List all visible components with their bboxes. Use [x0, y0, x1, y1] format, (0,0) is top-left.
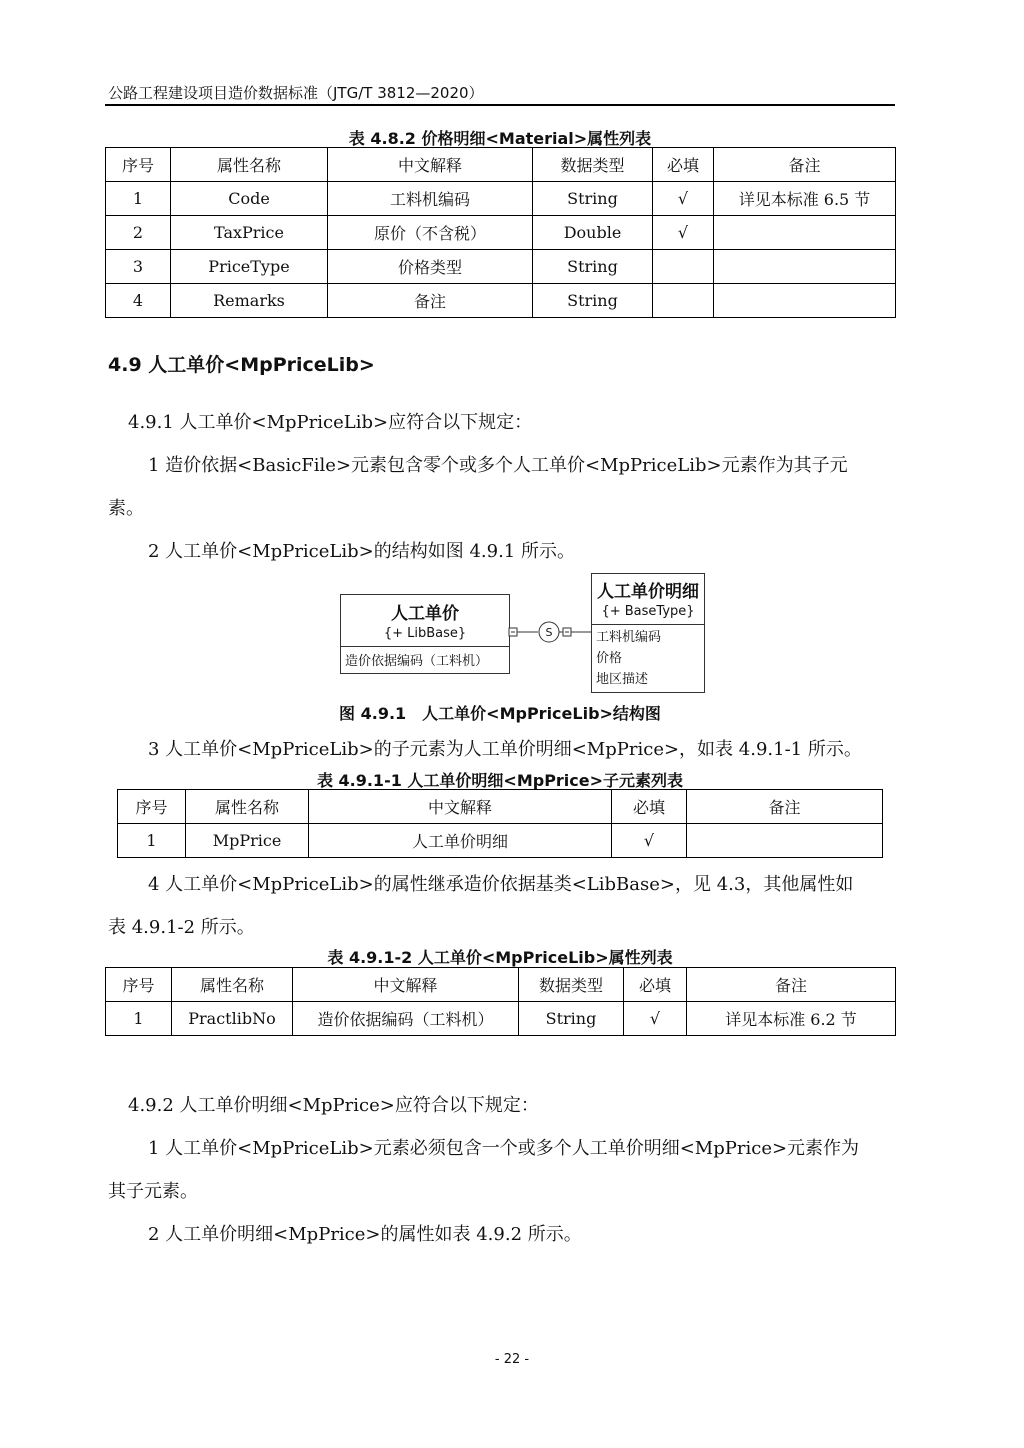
table-row [106, 216, 896, 250]
table-4-8-2 [105, 147, 896, 318]
diagram-left-base: {+ LibBase} [383, 626, 467, 641]
table-cell: 1 [106, 1002, 172, 1036]
table-cell: √ [612, 824, 687, 858]
table-cell: 详见本标准 6.2 节 [687, 1002, 896, 1036]
table-cell: 造价依据编码（工料机） [293, 1002, 519, 1036]
diagram-right-base: {+ BaseType} [601, 604, 695, 619]
table-cell: √ [653, 182, 714, 216]
clause-item-4-line-2: 表 4.9.1-2 所示。 [108, 917, 255, 938]
table-row [106, 182, 896, 216]
diagram-right-title: 人工单价明细 [597, 582, 699, 602]
header-cell: 备注 [714, 148, 896, 182]
table-cell: 详见本标准 6.5 节 [714, 182, 896, 216]
table-header-row [106, 148, 896, 182]
table-cell: 人工单价明细 [309, 824, 612, 858]
sequence-symbol: S [545, 626, 553, 639]
table-cell: String [533, 182, 653, 216]
clause-item-4-line-1: 4 人工单价<MpPriceLib>的属性继承造价依据基类<LibBase>，见 4.3，其他属性如 [148, 874, 854, 895]
header-cell: 序号 [118, 790, 186, 824]
diagram-connector [508, 620, 592, 646]
header-cell: 属性名称 [172, 968, 293, 1002]
table-cell: 4 [106, 284, 171, 318]
table-cell [653, 250, 714, 284]
section-title: 4.9 人工单价<MpPriceLib> [108, 354, 375, 376]
clause-4-9-2-item-2: 2 人工单价明细<MpPrice>的属性如表 4.9.2 所示。 [148, 1224, 582, 1245]
table-cell: PriceType [171, 250, 328, 284]
header-cell: 数据类型 [533, 148, 653, 182]
table-cell: PractlibNo [172, 1002, 293, 1036]
diagram-left-attr: 造价依据编码（工料机） [345, 654, 489, 669]
clause-4-9-2-item-1-line-2: 其子元素。 [108, 1181, 198, 1202]
header-cell: 序号 [106, 148, 171, 182]
table-header-row [106, 968, 896, 1002]
running-header: 公路工程建设项目造价数据标准（JTG/T 3812—2020） [108, 84, 484, 102]
table-cell: 2 [106, 216, 171, 250]
table-cell [714, 216, 896, 250]
table-cell: Double [533, 216, 653, 250]
table-cell: 1 [118, 824, 186, 858]
clause-item-1-line-2: 素。 [108, 498, 144, 519]
table-cell: MpPrice [186, 824, 309, 858]
table-cell: String [533, 284, 653, 318]
table-row [106, 284, 896, 318]
table-cell: Code [171, 182, 328, 216]
table-cell: 3 [106, 250, 171, 284]
table-cell: √ [653, 216, 714, 250]
diagram-right-divider [592, 624, 704, 625]
table-row [106, 1002, 896, 1036]
table-cell: 价格类型 [328, 250, 533, 284]
table-cell: 工料机编码 [328, 182, 533, 216]
header-cell: 中文解释 [293, 968, 519, 1002]
header-cell: 中文解释 [309, 790, 612, 824]
header-cell: 必填 [612, 790, 687, 824]
diagram-left-divider [341, 646, 509, 647]
figure-caption: 图 4.9.1 人工单价<MpPriceLib>结构图 [339, 704, 661, 723]
header-cell: 属性名称 [186, 790, 309, 824]
table-cell: TaxPrice [171, 216, 328, 250]
table-header-row [118, 790, 883, 824]
clause-item-2: 2 人工单价<MpPriceLib>的结构如图 4.9.1 所示。 [148, 541, 575, 562]
header-cell: 备注 [687, 790, 883, 824]
table-cell: 原价（不含税） [328, 216, 533, 250]
header-cell: 数据类型 [519, 968, 624, 1002]
table-cell [714, 250, 896, 284]
table-cell: String [519, 1002, 624, 1036]
table-cell: Remarks [171, 284, 328, 318]
table-cell [714, 284, 896, 318]
diagram-left-title: 人工单价 [391, 604, 459, 624]
table-4-9-1-2 [105, 967, 896, 1036]
clause-item-3: 3 人工单价<MpPriceLib>的子元素为人工单价明细<MpPrice>，如表 4.9.1-1 所示。 [148, 739, 862, 760]
table-cell [653, 284, 714, 318]
table-row [106, 250, 896, 284]
table-4-8-2-caption: 表 4.8.2 价格明细<Material>属性列表 [348, 129, 652, 148]
table-cell [687, 824, 883, 858]
table-row [118, 824, 883, 858]
clause-4-9-2-heading: 4.9.2 人工单价明细<MpPrice>应符合以下规定： [128, 1095, 539, 1116]
clause-4-9-1-heading: 4.9.1 人工单价<MpPriceLib>应符合以下规定： [128, 412, 533, 433]
clause-item-1-line-1: 1 造价依据<BasicFile>元素包含零个或多个人工单价<MpPriceLib>元素作为其子元 [148, 455, 848, 476]
table-cell: √ [624, 1002, 687, 1036]
diagram-right-attr: 工料机编码 [596, 630, 662, 645]
header-rule [105, 104, 895, 106]
clause-4-9-2-item-1-line-1: 1 人工单价<MpPriceLib>元素必须包含一个或多个人工单价明细<MpPrice>元素作为 [148, 1138, 860, 1159]
diagram-left-box [340, 594, 510, 674]
header-cell: 属性名称 [171, 148, 328, 182]
table-4-9-1-2-caption: 表 4.9.1-2 人工单价<MpPriceLib>属性列表 [327, 948, 673, 967]
header-cell: 必填 [624, 968, 687, 1002]
page-number: - 22 - [494, 1352, 530, 1367]
table-cell: 备注 [328, 284, 533, 318]
header-cell: 序号 [106, 968, 172, 1002]
diagram-right-attr: 地区描述 [596, 672, 649, 687]
header-cell: 中文解释 [328, 148, 533, 182]
table-cell: String [533, 250, 653, 284]
diagram-right-attr: 价格 [596, 651, 623, 666]
table-4-9-1-1 [117, 789, 883, 858]
table-4-9-1-1-caption: 表 4.9.1-1 人工单价明细<MpPrice>子元素列表 [316, 771, 684, 790]
header-cell: 必填 [653, 148, 714, 182]
header-cell: 备注 [687, 968, 896, 1002]
table-cell: 1 [106, 182, 171, 216]
diagram-right-box [591, 573, 705, 693]
